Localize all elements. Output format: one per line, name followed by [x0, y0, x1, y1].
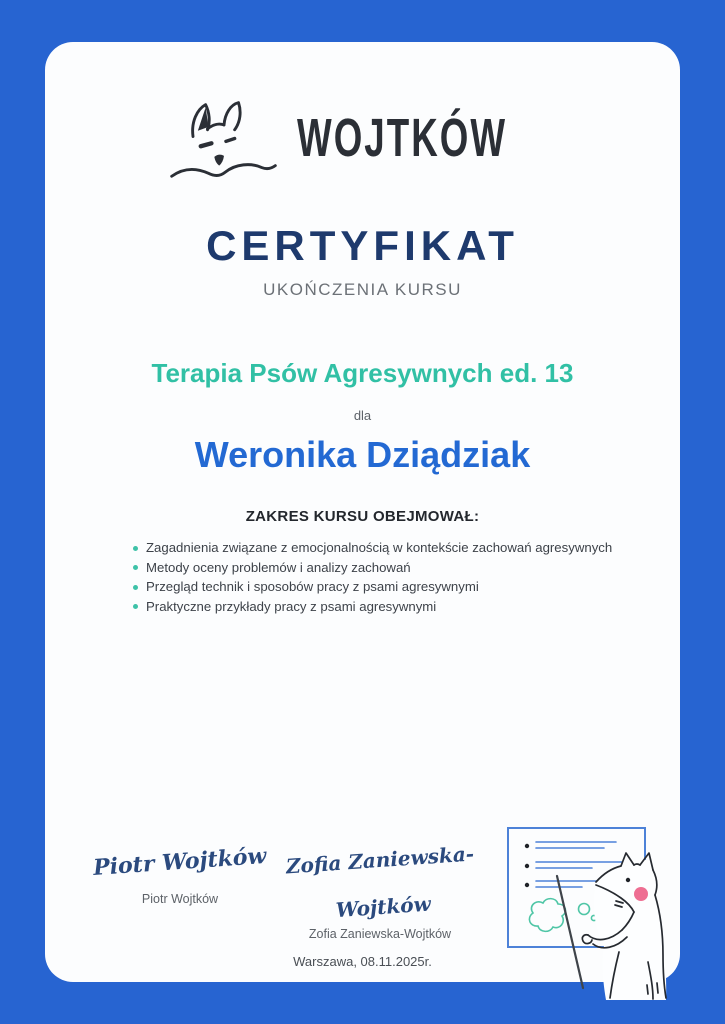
signature-name-piotr: Piotr Wojtków: [141, 892, 219, 906]
brand-wordmark: WOJTKÓW: [297, 108, 508, 168]
dog-presenter-illustration: [500, 820, 705, 1005]
signature-script-zofia: Zofia Zaniewska-Wojtków: [285, 841, 475, 923]
scope-list: [133, 538, 650, 616]
signature-script-piotr: Piotr Wojtków: [92, 842, 268, 882]
course-name: Terapia Psów Agresywnych ed. 13: [151, 358, 574, 388]
scope-item: Przegląd technik i sposobów pracy z psami agresywnymi: [133, 577, 650, 597]
place-and-date: Warszawa, 08.11.2025r.: [293, 954, 432, 969]
certificate-title: CERTYFIKAT: [206, 222, 519, 269]
certificate-card: [45, 42, 680, 982]
brand-logo: [45, 92, 680, 184]
signature-name-zofia: Zofia Zaniewska-Wojtków: [308, 927, 452, 941]
fox-sketch-icon: [165, 92, 283, 184]
certificate-subtitle: UKOŃCZENIA KURSU: [263, 280, 462, 299]
signature-block-zofia: [255, 837, 505, 941]
signature-block-piotr: [80, 840, 280, 906]
preposition-dla: dla: [353, 408, 372, 423]
scope-item: Zagadnienia związane z emocjonalnością w kontekście zachowań agresywnych: [133, 538, 650, 558]
scope-item: Metody oceny problemów i analizy zachowań: [133, 558, 650, 578]
scope-item: Praktyczne przykłady pracy z psami agresywnymi: [133, 597, 650, 617]
recipient-name: Weronika Dziądziak: [194, 434, 531, 475]
scope-heading: ZAKRES KURSU OBEJMOWAŁ:: [245, 508, 480, 525]
